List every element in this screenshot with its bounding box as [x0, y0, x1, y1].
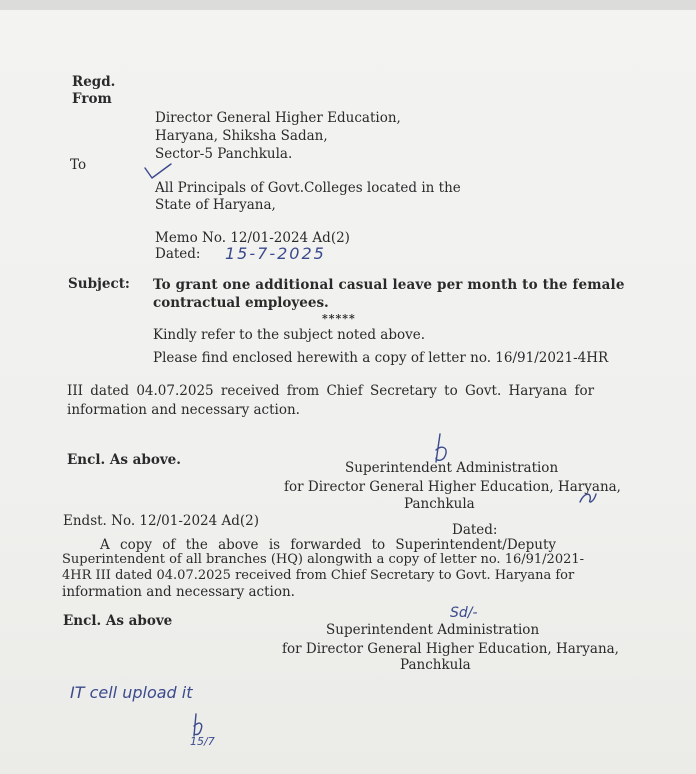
sig1-line-3: Panchkula	[404, 496, 475, 512]
sd-handwritten: Sd/-	[450, 605, 478, 621]
from-label: From	[72, 91, 112, 107]
separator-stars: *****	[322, 312, 356, 325]
ink-flourish	[578, 490, 598, 506]
dated-handwritten: 15-7-2025	[225, 244, 326, 263]
subject-label: Subject:	[68, 276, 130, 292]
memo-number: Memo No. 12/01-2024 Ad(2)	[155, 230, 350, 246]
page-top-edge	[0, 0, 696, 10]
initials-date: 15/7	[190, 735, 215, 748]
to-line-1: All Principals of Govt.Colleges located in the	[155, 180, 461, 196]
endst-para-line-2: Superintendent of all branches (HQ) alongwith a copy of letter no. 16/91/2021-	[62, 552, 585, 567]
subject-line-2: contractual employees.	[153, 295, 329, 311]
tick-mark-icon	[143, 162, 173, 182]
from-line-2: Haryana, Shiksha Sadan,	[155, 128, 328, 144]
endorsement-dated: Dated:	[452, 522, 498, 538]
enclosure-2: Encl. As above	[63, 613, 173, 629]
endst-para-line-4: information and necessary action.	[62, 584, 295, 600]
endst-para-line-3: 4HR III dated 04.07.2025 received from Chief Secretary to Govt. Haryana for	[62, 568, 575, 583]
handwritten-note: IT cell upload it	[70, 683, 193, 702]
body-line-1: Kindly refer to the subject noted above.	[153, 327, 426, 343]
sig1-title: Superintendent Administration	[345, 460, 559, 476]
to-line-2: State of Haryana,	[155, 197, 276, 213]
enclosure-1: Encl. As above.	[67, 452, 181, 468]
endst-para-line-1: A copy of the above is forwarded to Superintendent/Deputy	[100, 537, 557, 553]
from-line-1: Director General Higher Education,	[155, 110, 401, 126]
regd-label: Regd.	[72, 74, 116, 90]
endorsement-number: Endst. No. 12/01-2024 Ad(2)	[63, 513, 260, 529]
body-para-line-1: Please find enclosed herewith a copy of letter no. 16/91/2021-4HR	[153, 350, 609, 366]
sig1-line-2: for Director General Higher Education, Haryana,	[284, 479, 621, 495]
subject-line-1: To grant one additional casual leave per month to the female	[153, 277, 625, 293]
sig2-title: Superintendent Administration	[326, 622, 540, 638]
body-para-line-3: information and necessary action.	[67, 402, 300, 418]
to-label: To	[70, 157, 87, 173]
body-para-line-2: III dated 04.07.2025 received from Chief Secretary to Govt. Haryana for	[67, 383, 595, 399]
sig2-line-3: Panchkula	[400, 657, 471, 673]
sig2-line-2: for Director General Higher Education, Haryana,	[282, 641, 619, 657]
from-line-3: Sector-5 Panchkula.	[155, 146, 293, 162]
dated-label: Dated:	[155, 246, 201, 262]
